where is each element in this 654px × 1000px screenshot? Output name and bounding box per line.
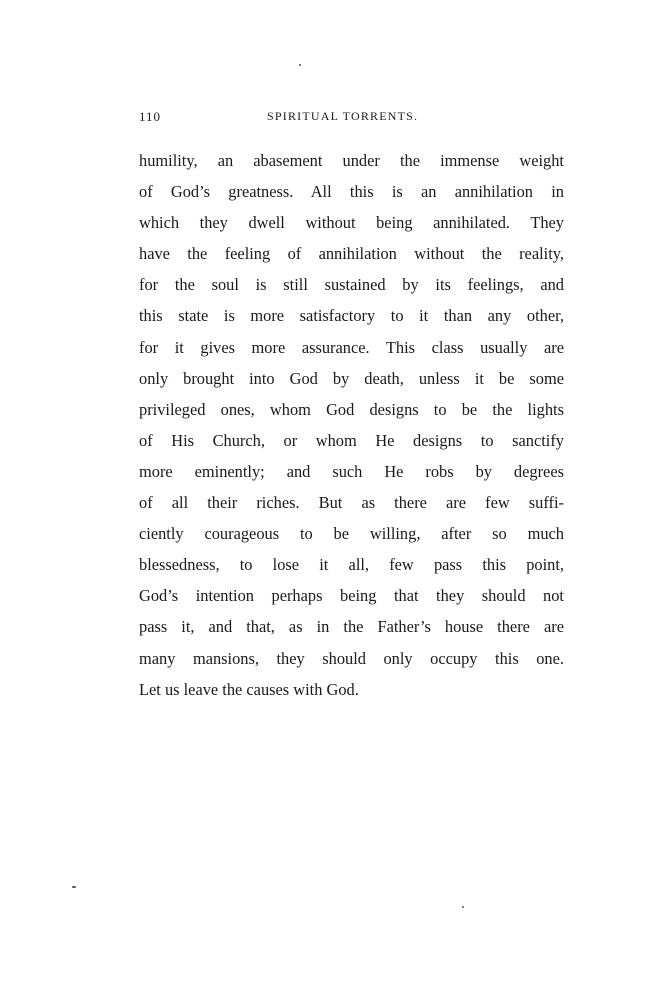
text-line: have the feeling of annihilation without the reality,: [139, 244, 564, 264]
text-line: this state is more satisfactory to it than any other,: [139, 306, 564, 326]
running-title: SPIRITUAL TORRENTS.: [267, 109, 419, 123]
text-line: many mansions, they should only occupy this one.: [139, 648, 564, 668]
text-line: of God’s greatness. All this is an annihilation in: [139, 182, 564, 202]
running-header: [139, 109, 441, 129]
body-paragraph: [139, 150, 564, 710]
text-line: ciently courageous to be willing, after so much: [139, 524, 564, 544]
text-line: pass it, and that, as in the Father’s house there are: [139, 617, 564, 637]
text-line: more eminently; and such He robs by degrees: [139, 461, 564, 481]
text-line: which they dwell without being annihilated. They: [139, 213, 564, 233]
ink-speck: [462, 906, 464, 908]
text-line: humility, an abasement under the immense weight: [139, 151, 564, 170]
ink-speck: [72, 886, 76, 888]
text-line: blessedness, to lose it all, few pass this point,: [139, 555, 564, 575]
text-line: God’s intention perhaps being that they should not: [139, 586, 564, 606]
text-line: of all their riches. But as there are few suffi-: [139, 493, 564, 513]
page-number: 110: [139, 109, 162, 124]
text-line: privileged ones, whom God designs to be the lights: [139, 399, 564, 419]
ink-speck: [299, 64, 301, 66]
text-line: for the soul is still sustained by its feelings, and: [139, 275, 564, 295]
text-line: Let us leave the causes with God.: [139, 679, 359, 699]
text-line: only brought into God by death, unless it be some: [139, 368, 564, 388]
text-line: of His Church, or whom He designs to sanctify: [139, 430, 564, 450]
text-line: for it gives more assurance. This class usually are: [139, 337, 564, 357]
